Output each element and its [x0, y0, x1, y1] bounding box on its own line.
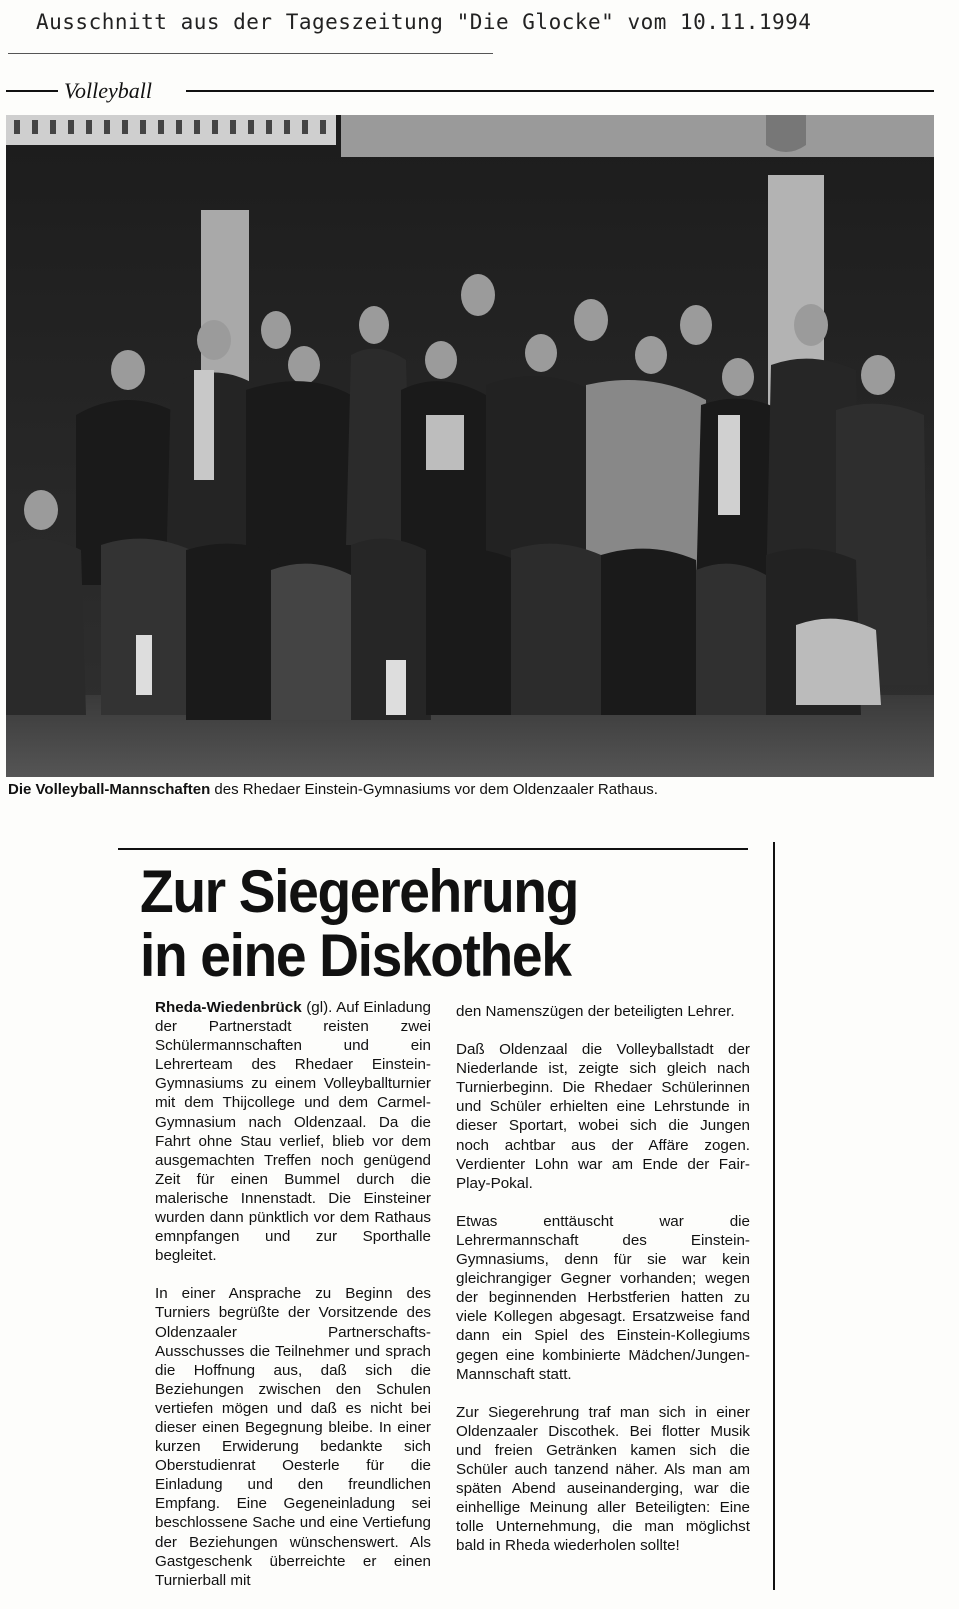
- article-paragraph-5: Etwas enttäuscht war die Lehrermannschaft des Einstein-Gymnasiums, denn für sie war kein gleichrangiger Gegner vorhanden; wegen der beginnenden Herbstferien hatten zu viele Kollegen abgesagt. Ersatzweise fand dann ein Spiel des Einstein-Kollegiums gegen eine kombinierte Mädchen/Jungen-Mannschaft statt.: [456, 1212, 750, 1383]
- article-column-right: [456, 1002, 750, 1574]
- headline-line-2: in eine Diskothek: [140, 922, 571, 989]
- section-rule-left: [6, 90, 58, 92]
- article-paragraph-4: Daß Oldenzaal die Volleyballstadt der Niederlande ist, zeigte sich gleich nach Turnierbeginn. Die Rhedaer Schülerinnen und Schüler erhielten eine Lehrstunde in dieser Sportart, wobei sich die Jungen noch achtbar aus der Affäre zogen. Verdienter Lohn war am Ende der Fair-Play-Pokal.: [456, 1041, 750, 1192]
- header-rule: [8, 53, 493, 54]
- photo-caption: [8, 781, 658, 798]
- section-label: Volleyball: [64, 78, 152, 103]
- article-dateline: Rheda-Wiedenbrück: [155, 999, 302, 1016]
- section-rule-right: [186, 90, 934, 92]
- photo-caption-bold: Die Volleyball-Mannschaften: [8, 781, 211, 798]
- article-paragraph-1-text: (gl). Auf Einladung der Partnerstadt reisten zwei Schülermannschaften und ein Lehrerteam des Rhedaer Einstein-Gymnasiums zu einem Volleyballturnier mit dem Thijcollege und dem Carmel-Gymnasium nach Oldenzaal. Da die Fahrt ohne Stau verlief, blieb vor dem ausgemachten Treffen noch genügend Zeit für einen Bummel durch die malerische Innenstadt. Die Einsteiner wurden dann pünktlich vor dem Rathaus emnpfangen und zur Sporthalle begleitet.: [155, 999, 431, 1265]
- photo-caption-rest: des Rhedaer Einstein-Gymnasiums vor dem Oldenzaaler Rathaus.: [210, 781, 658, 798]
- article-column-left: [155, 998, 431, 1609]
- headline-line-1: Zur Siegerehrung: [140, 858, 578, 925]
- article-paragraph-2: In einer Ansprache zu Beginn des Turniers begrüßte der Vorsitzende des Oldenzaaler Partnerschafts-Ausschusses die Teilnehmer und sprach die Hoffnung aus, daß sich die Beziehungen zwischen den Schulen vertiefen mögen und daß es nicht bei dieser einen Begegnung bleibe. In einer kurzen Erwiderung bedankte sich Oberstudienrat Oesterle für die Einladung und den freundlichen Empfang. Eine Gegeneinladung sei beschlossene Sache und eine Vertiefung der Beziehungen wünschenswert. Als Gastgeschenk überreichte er einen Turnierball mit: [155, 1285, 431, 1589]
- article-top-rule: [118, 848, 748, 850]
- clipping-source-line: Ausschnitt aus der Tageszeitung "Die Glocke" vom 10.11.1994: [36, 10, 812, 34]
- team-photo-illustration: [6, 115, 934, 777]
- article-right-rule: [773, 842, 775, 1590]
- article-paragraph-1: [155, 998, 431, 1265]
- section-heading: [6, 78, 934, 102]
- article-headline: [140, 860, 710, 988]
- article-paragraph-6: Zur Siegerehrung traf man sich in einer Oldenzaaler Discothek. Bei flotter Musik und freien Getränken kamen sich die Schüler auch tanzend näher. Als man am späten Abend auseinanderging, war die einhellige Meinung aller Beteiligten: Eine tolle Unternehmung, die man möglichst bald in Rheda wiederholen sollte!: [456, 1403, 750, 1555]
- article-paragraph-3: den Namenszügen der beteiligten Lehrer.: [456, 1003, 735, 1020]
- team-photo: [6, 115, 934, 777]
